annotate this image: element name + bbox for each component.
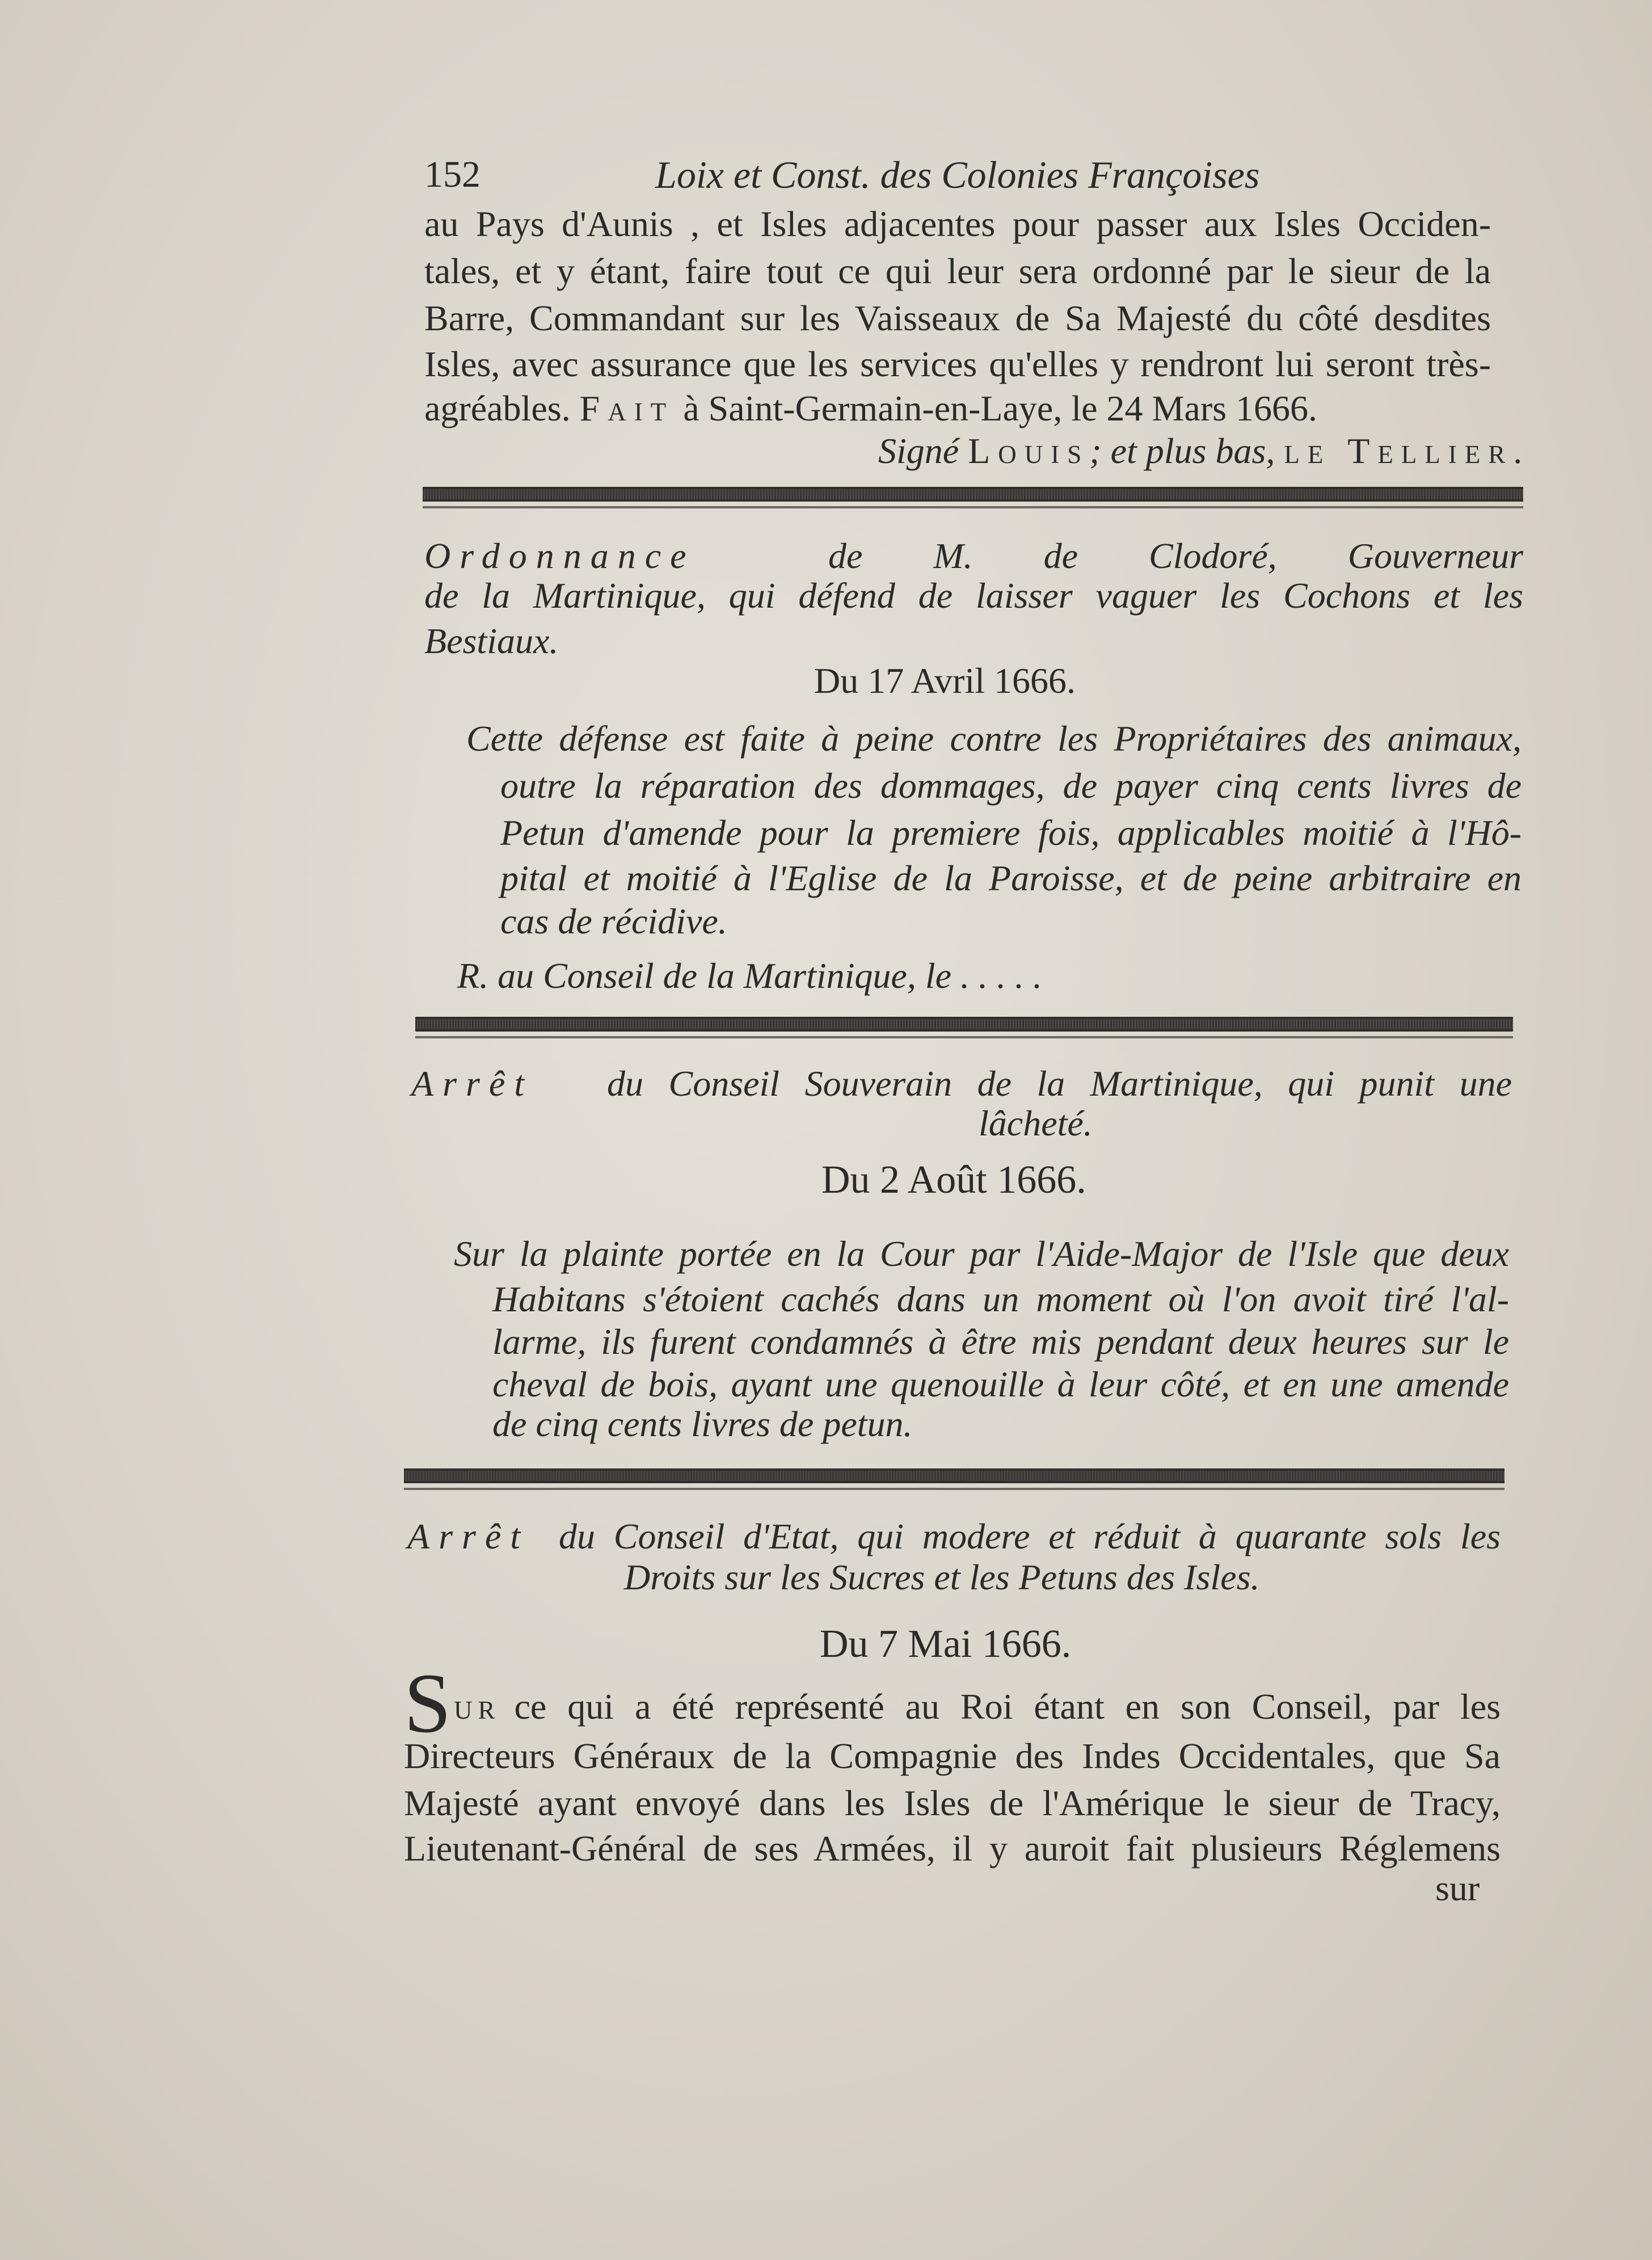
body-line [454,1684,1501,1729]
et-plus-bas-text: ; et plus bas, [1089,431,1275,471]
text-line: Isles, avec assurance que les services qu'elles y rendront lui seront très- [424,344,1491,384]
signatory-louis: Louis [968,431,1090,471]
section-title-line: lâcheté. [979,1103,1093,1143]
section-title-line [424,533,696,579]
body-line: Sur la plainte portée en la Cour par l'Aide-Major de l'Isle que deux [454,1234,1509,1274]
body-line: pital et moitié à l'Eglise de la Paroisse, et de peine arbitraire en [500,858,1522,898]
signatory-le-tellier: le Tellier. [1284,431,1531,471]
section-title-line [407,1514,529,1559]
section-date: Du 7 Mai 1666. [820,1622,1072,1666]
section-title-line: Bestiaux. [424,621,559,661]
body-line: cas de récidive. [500,901,727,941]
body-line: Cette défense est faite à peine contre les Propriétaires des animaux, [466,718,1522,759]
text-line: Barre, Commandant sur les Vaisseaux de Sa Majesté du côté desdites [424,298,1491,338]
section-kind: Arrêt [407,1516,530,1556]
body-line: outre la réparation des dommages, de payer cinq cents livres de [500,765,1522,806]
section-title-line: du Conseil d'Etat, qui modere et réduit à quarante sols les [559,1516,1501,1556]
body-line: de cinq cents livres de petun. [492,1404,913,1444]
section-title-line: Droits sur les Sucres et les Petuns des Isles. [624,1557,1260,1597]
catchword: sur [1435,1868,1480,1908]
text-fragment: agréables. [424,388,571,428]
text-fragment: à Saint-Germain-en-Laye, le 24 Mars 1666. [683,388,1318,428]
first-word-rest: ur [454,1686,501,1727]
section-title-line: du Conseil Souverain de la Martinique, qui punit une [607,1063,1512,1104]
running-title: Loix et Const. des Colonies Françoises [655,153,1260,196]
page-number: 152 [424,154,481,195]
drop-cap: S [404,1656,452,1750]
registration-note: R. au Conseil de la Martinique, le . . . . . [457,956,1042,996]
body-line: Lieutenant-Général de ses Armées, il y auroit fait plusieurs Réglemens [404,1828,1501,1868]
body-line: Majesté ayant envoyé dans les Isles de l'Amérique le sieur de Tracy, [404,1783,1501,1823]
signe-text: Signé [878,431,959,471]
text-fragment: ce qui a été représenté au Roi étant en son Conseil, par les [514,1686,1501,1727]
body-line: Habitans s'étoient cachés dans un moment où l'on avoit tiré l'al- [492,1279,1509,1319]
fait-smallcaps: Fait [579,388,675,428]
body-line: cheval de bois, ayant une quenouille à leur côté, et en une amende [492,1364,1509,1404]
section-divider [404,1468,1504,1483]
text-line [424,386,1317,431]
section-divider [415,1017,1513,1032]
signature-line [878,428,1530,474]
section-date: Du 17 Avril 1666. [814,660,1076,701]
section-date: Du 2 Août 1666. [821,1158,1086,1202]
section-kind: Ordonnance [424,536,696,576]
body-line: Directeurs Généraux de la Compagnie des Indes Occidentales, que Sa [404,1736,1501,1776]
section-title-line: de M. de Clodoré, Gouverneur [828,536,1523,576]
text-line: au Pays d'Aunis , et Isles adjacentes pour passer aux Isles Occiden- [424,204,1491,244]
section-kind: Arrêt [411,1063,534,1104]
body-line: larme, ils furent condamnés à être mis pendant deux heures sur le [492,1322,1509,1362]
text-line: tales, et y étant, faire tout ce qui leur sera ordonné par le sieur de la [424,251,1491,291]
section-title-line [411,1061,533,1106]
section-divider [423,487,1523,502]
body-line: Petun d'amende pour la premiere fois, applicables moitié à l'Hô- [500,813,1522,853]
section-title-line: de la Martinique, qui défend de laisser vaguer les Cochons et les [424,575,1523,616]
